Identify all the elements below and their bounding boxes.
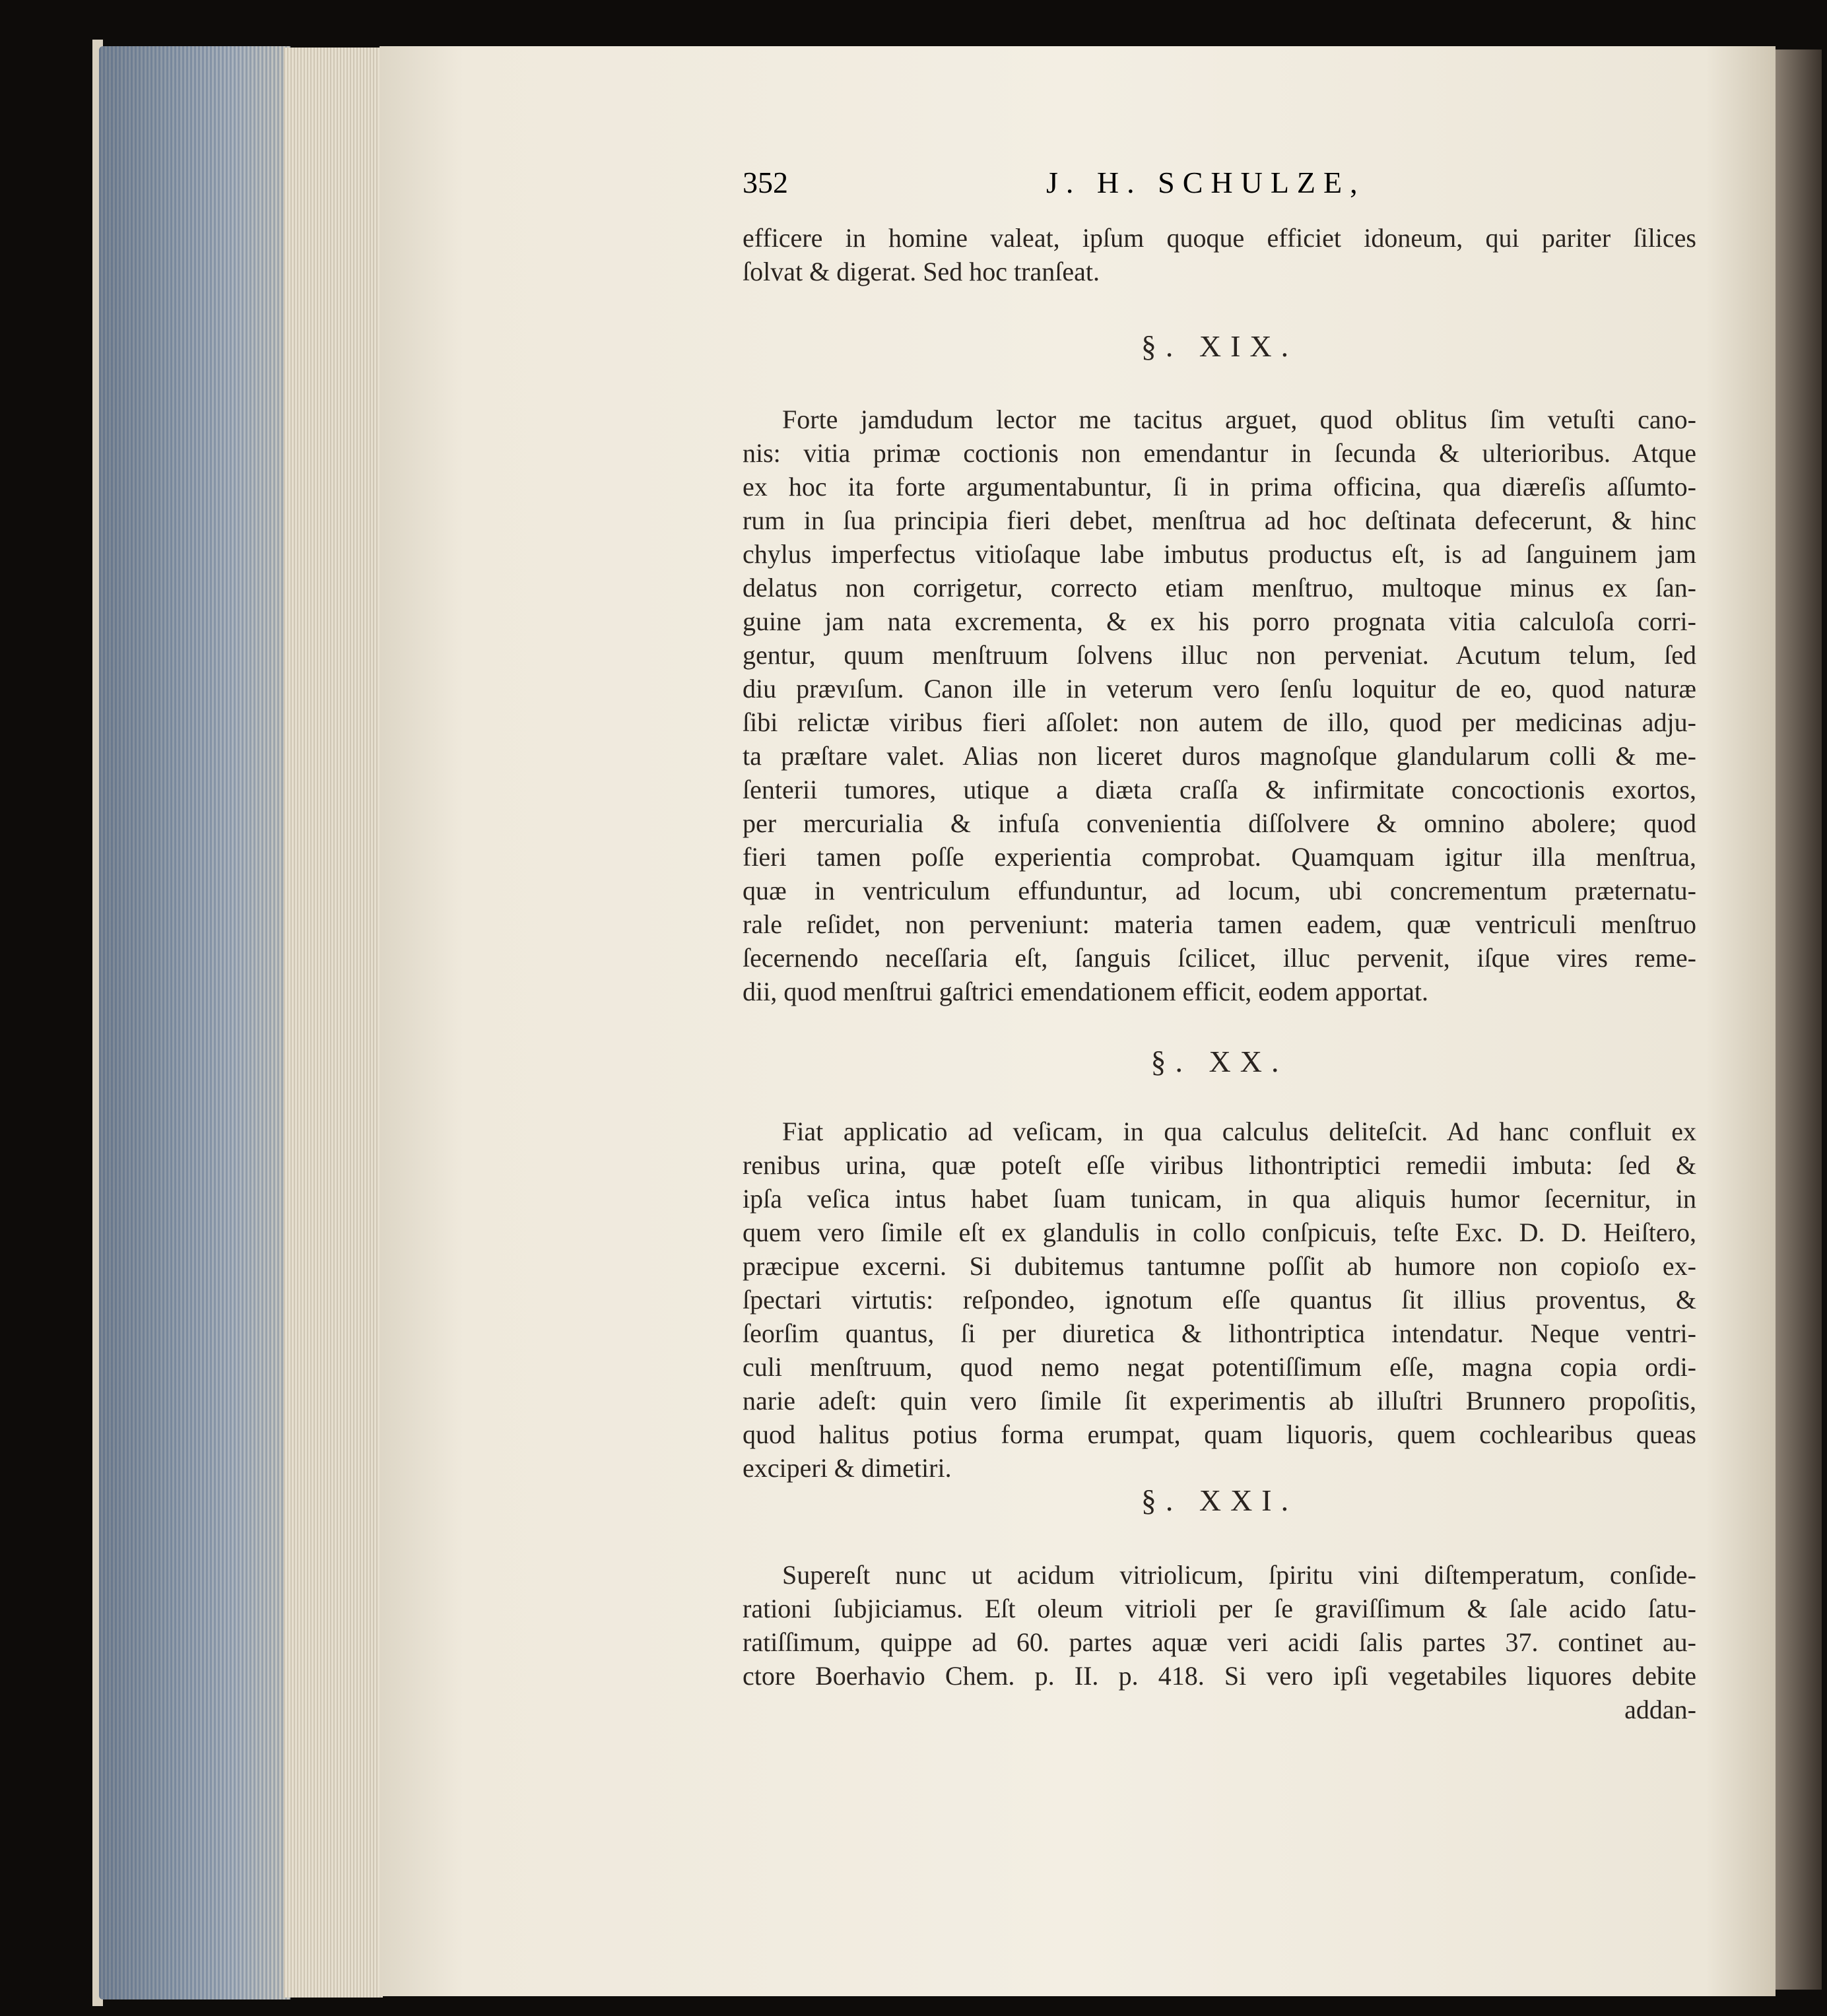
text-line: ſeorſim quantus, ſi per diuretica & lithontriptica intendatur. Neque ventri- [743,1318,1696,1348]
text-line: chylus imperfectus vitioſaque labe imbutus productus eſt, is ad ſanguinem jam [743,539,1696,569]
text-line: Fiat applicatio ad veſicam, in qua calculus deliteſcit. Ad hanc confluit ex [782,1117,1696,1146]
text-line: ex hoc ita forte argumentabuntur, ſi in prima officina, qua diæreſis aſſumto- [743,472,1696,502]
page-stack [284,48,383,1998]
text-line: Supereſt nunc ut acidum vitriolicum, ſpiritu vini diſtemperatum, conſide- [782,1560,1696,1590]
text-line: rationi ſubjiciamus. Eſt oleum vitrioli per ſe graviſſimum & ſale acido ſatu- [743,1594,1696,1623]
text-line: fieri tamen poſſe experientia comprobat. Quamquam igitur illa menſtrua, [743,842,1696,872]
text-line: delatus non corrigetur, correcto etiam menſtruo, multoque minus ex ſan- [743,573,1696,602]
text-line: diu prævıſum. Canon ille in veterum vero ſenſu loquitur de eo, quod naturæ [743,674,1696,703]
facing-page-gutter [1776,49,1822,1990]
running-head [743,165,1696,205]
text-line: ſpectari virtutis: reſpondeo, ignotum eſſe quantus ſit illius proventus, & [743,1285,1696,1315]
section-heading-xix: §. XIX. [1141,329,1298,363]
text-line: ta præſtare valet. Alias non liceret duros magnoſque glandularum colli & me- [743,741,1696,771]
text-line: ipſa veſica intus habet ſuam tunicam, in qua aliquis humor ſecernitur, in [743,1184,1696,1214]
page-number: 352 [743,166,788,199]
text-line: ctore Boerhavio Chem. p. II. p. 418. Si vero ipſi vegetabiles liquores debite [743,1661,1696,1691]
text-line: exciperi & dimetiri. [743,1453,952,1483]
text-line: ſolvat & digerat. Sed hoc tranſeat. [743,257,1100,286]
text-line: gentur, quum menſtruum ſolvens illuc non perveniat. Acutum telum, ſed [743,640,1696,670]
text-line: renibus urina, quæ poteſt eſſe viribus lithontriptici remedii imbuta: ſed & [743,1150,1696,1180]
text-line: ratiſſimum, quippe ad 60. partes aquæ veri acidi ſalis partes 37. continet au- [743,1627,1696,1657]
section-heading-xxi: §. XXI. [1141,1483,1298,1517]
text-line: Forte jamdudum lector me tacitus arguet, quod oblitus ſim vetuſti cano- [782,405,1696,434]
section-heading-xx: §. XX. [1150,1045,1288,1078]
running-head-author: J. H. SCHULZE, [1046,166,1366,199]
text-line: dii, quod menſtrui gaſtrici emendationem efficit, eodem apportat. [743,977,1428,1006]
intro-paragraph [743,221,1696,288]
text-line: per mercurialia & infuſa convenientia diſſolvere & omnino abolere; quod [743,808,1696,838]
book-fore-edge [99,46,290,2000]
section-xxi-body [743,1558,1696,1726]
text-line: præcipue excerni. Si dubitemus tantumne poſſit ab humore non copioſo ex- [743,1251,1696,1281]
text-line: ſenterii tumores, utique a diæta craſſa & infirmitate concoctionis exortos, [743,775,1696,804]
text-line: quem vero ſimile eſt ex glandulis in collo conſpicuis, teſte Exc. D. D. Heiſtero, [743,1218,1696,1247]
text-line: rum in ſua principia fieri debet, menſtrua ad hoc deſtinata defecerunt, & hinc [743,505,1696,535]
text-line: narie adeſt: quin vero ſimile ſit experimentis ab illuſtri Brunnero propoſitis, [743,1386,1696,1415]
text-line: nis: vitia primæ coctionis non emendantur in ſecunda & ulterioribus. Atque [743,438,1696,468]
text-line: ſecernendo neceſſaria eſt, ſanguis ſcilicet, illuc pervenit, iſque vires reme- [743,943,1696,973]
catchword: addan- [1624,1695,1696,1724]
text-line: quæ in ventriculum effunduntur, ad locum, ubi concrementum præternatu- [743,876,1696,905]
text-line: culi menſtruum, quod nemo negat potentiſſimum eſſe, magna copia ordi- [743,1352,1696,1382]
text-line: rale reſidet, non perveniunt: materia tamen eadem, quæ ventriculi menſtruo [743,909,1696,939]
section-xx-body [743,1115,1696,1485]
text-line: ſibi relictæ viribus fieri aſſolet: non autem de illo, quod per medicinas adju- [743,707,1696,737]
section-xix-body [743,403,1696,1008]
text-line: guine jam nata excrementa, & ex his porro prognata vitia calculoſa corri- [743,606,1696,636]
page-body [743,221,1696,1726]
text-line: efficere in homine valeat, ipſum quoque efficiet idoneum, qui pariter ſilices [743,223,1696,253]
text-line: quod halitus potius forma erumpat, quam liquoris, quem cochlearibus queas [743,1419,1696,1449]
